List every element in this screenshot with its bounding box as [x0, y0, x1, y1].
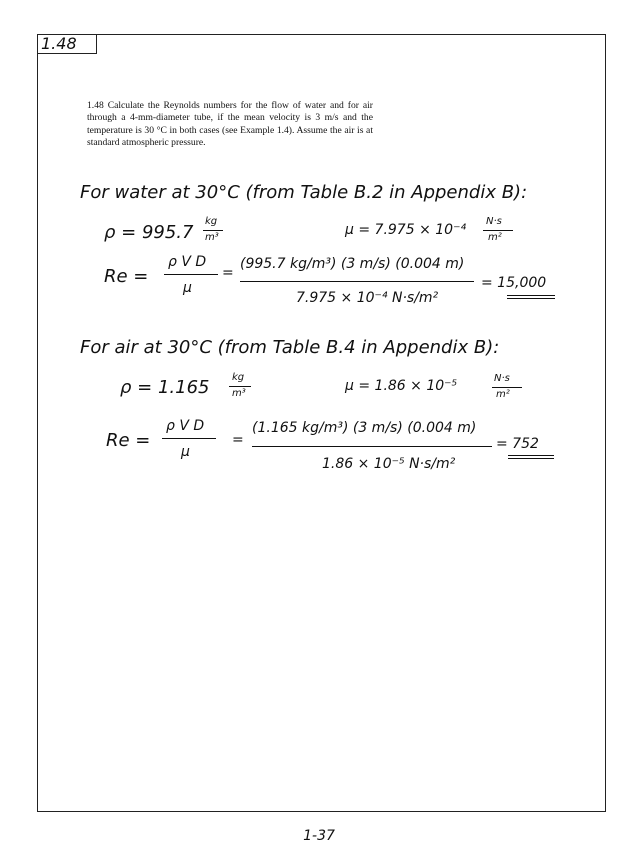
air-re-formula-bar — [162, 438, 216, 439]
water-re-formula-bar — [164, 274, 218, 275]
water-rho-value: ρ = 995.7 — [104, 222, 194, 243]
water-mu-value: μ = 7.975 × 10⁻⁴ — [345, 222, 467, 238]
water-re-sub-num: (995.7 kg/m³) (3 m/s) (0.004 m) — [240, 256, 465, 272]
problem-number-tag: 1.48 — [37, 34, 97, 54]
water-mu-unit-num: N·s — [486, 216, 502, 227]
air-re-result: = 752 — [496, 436, 539, 452]
water-rho-unit-num: kg — [205, 216, 218, 227]
air-re-formula-num: ρ V D — [166, 418, 205, 434]
air-re-lhs: Re = — [106, 430, 151, 451]
air-rho-value: ρ = 1.165 — [120, 377, 210, 398]
air-heading: For air at 30°C (from Table B.4 in Appendix B): — [80, 337, 500, 358]
water-re-formula-num: ρ V D — [168, 254, 207, 270]
water-re-sub-bar — [240, 281, 474, 282]
air-re-sub-bar — [252, 446, 492, 447]
air-rho-unit-den: m³ — [232, 388, 246, 399]
air-mu-unit-den: m² — [496, 389, 510, 400]
air-mu-unit-num: N·s — [494, 373, 510, 384]
air-result-underline — [508, 455, 554, 459]
water-re-lhs: Re = — [104, 266, 149, 287]
air-re-eq: = — [232, 432, 244, 448]
water-re-result: = 15,000 — [481, 275, 547, 291]
problem-statement: 1.48 Calculate the Reynolds numbers for the flow of water and for air through a 4-mm-diameter tube, if the mean velocity is 3 m/s and the temperature is 30 °C in both cases (see Example 1.4). Assume the air is at standard atmospheric pressure. — [87, 100, 373, 149]
water-rho-unit-den: m³ — [205, 232, 219, 243]
page-number: 1-37 — [303, 828, 335, 844]
air-re-sub-num: (1.165 kg/m³) (3 m/s) (0.004 m) — [252, 420, 477, 436]
water-mu-unit-den: m² — [488, 232, 502, 243]
water-re-formula-den: μ — [183, 280, 192, 296]
water-result-underline — [507, 295, 555, 299]
air-re-formula-den: μ — [181, 444, 190, 460]
air-rho-unit-num: kg — [232, 372, 245, 383]
water-heading: For water at 30°C (from Table B.2 in Appendix B): — [80, 182, 528, 203]
air-mu-value: μ = 1.86 × 10⁻⁵ — [345, 378, 458, 394]
air-re-sub-den: 1.86 × 10⁻⁵ N·s/m² — [322, 456, 456, 472]
water-re-sub-den: 7.975 × 10⁻⁴ N·s/m² — [296, 290, 439, 306]
water-re-eq: = — [222, 265, 234, 281]
